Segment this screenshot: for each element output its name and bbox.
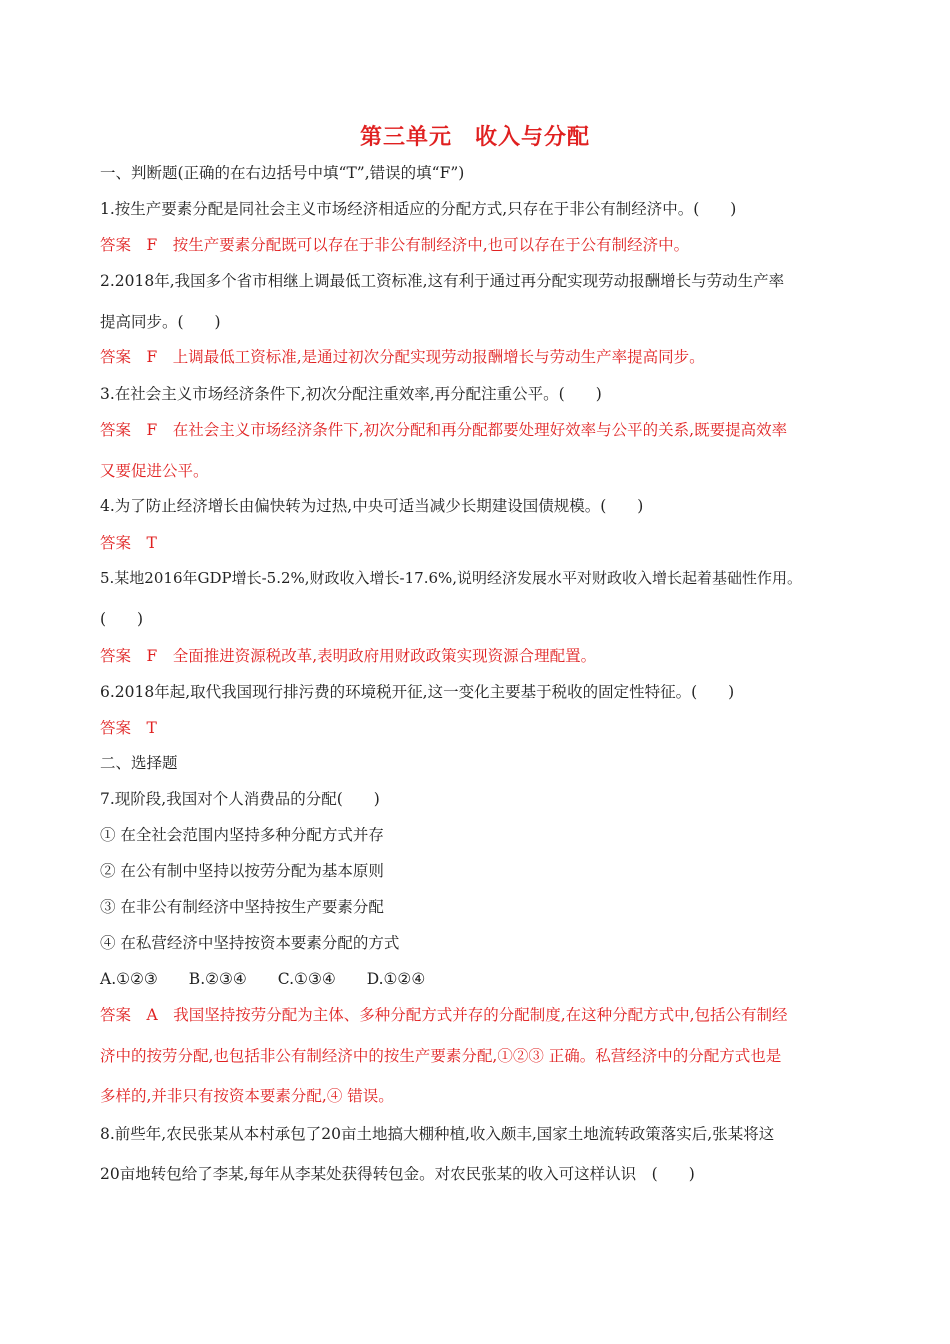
question-3: 3.在社会主义市场经济条件下,初次分配注重效率,再分配注重公平。( ) <box>100 385 602 403</box>
option-statement-4: ④ 在私营经济中坚持按资本要素分配的方式 <box>100 934 400 952</box>
section-heading-judgement: 一、判断题(正确的在右边括号中填“T”,错误的填“F”) <box>100 164 465 182</box>
answer-7-continued-2: 多样的,并非只有按资本要素分配,④ 错误。 <box>100 1087 394 1105</box>
option-statement-1: ① 在全社会范围内坚持多种分配方式并存 <box>100 826 384 844</box>
question-5: 5.某地2016年GDP增长-5.2%,财政收入增长-17.6%,说明经济发展水平对财政收入增长起着基础性作用。 <box>100 569 803 587</box>
answer-6: 答案 T <box>100 719 157 737</box>
answer-3-continued: 又要促进公平。 <box>100 462 209 480</box>
answer-5: 答案 F 全面推进资源税改革,表明政府用财政政策实现资源合理配置。 <box>100 647 597 665</box>
answer-7-continued-1: 济中的按劳分配,也包括非公有制经济中的按生产要素分配,①②③ 正确。私营经济中的分配方式也是 <box>100 1047 782 1065</box>
question-8: 8.前些年,农民张某从本村承包了20亩土地搞大棚种植,收入颇丰,国家土地流转政策落实后,张某将这 <box>100 1125 775 1143</box>
question-2: 2.2018年,我国多个省市相继上调最低工资标准,这有利于通过再分配实现劳动报酬增长与劳动生产率 <box>100 272 785 290</box>
answer-3: 答案 F 在社会主义市场经济条件下,初次分配和再分配都要处理好效率与公平的关系,既要提高效率 <box>100 421 788 439</box>
question-8-continued: 20亩地转包给了李某,每年从李某处获得转包金。对农民张某的收入可这样认识 ( ) <box>100 1165 695 1183</box>
page-title: 第三单元 收入与分配 <box>359 125 590 150</box>
option-statement-2: ② 在公有制中坚持以按劳分配为基本原则 <box>100 862 384 880</box>
answer-4: 答案 T <box>100 534 157 552</box>
question-5-continued: ( ) <box>100 610 144 628</box>
answer-2: 答案 F 上调最低工资标准,是通过初次分配实现劳动报酬增长与劳动生产率提高同步。 <box>100 348 705 366</box>
answer-1: 答案 F 按生产要素分配既可以存在于非公有制经济中,也可以存在于公有制经济中。 <box>100 236 690 254</box>
answer-choices-7: A.①②③ B.②③④ C.①③④ D.①②④ <box>100 970 426 988</box>
question-4: 4.为了防止经济增长由偏快转为过热,中央可适当减少长期建设国债规模。( ) <box>100 497 644 515</box>
section-heading-choice: 二、选择题 <box>100 754 178 772</box>
answer-7: 答案 A 我国坚持按劳分配为主体、多种分配方式并存的分配制度,在这种分配方式中,包括公有制经 <box>100 1006 788 1024</box>
question-6: 6.2018年起,取代我国现行排污费的环境税开征,这一变化主要基于税收的固定性特征。( ) <box>100 683 735 701</box>
question-7: 7.现阶段,我国对个人消费品的分配( ) <box>100 790 380 808</box>
option-statement-3: ③ 在非公有制经济中坚持按生产要素分配 <box>100 898 384 916</box>
question-1: 1.按生产要素分配是同社会主义市场经济相适应的分配方式,只存在于非公有制经济中。( ) <box>100 200 737 218</box>
question-2-continued: 提高同步。( ) <box>100 313 221 331</box>
